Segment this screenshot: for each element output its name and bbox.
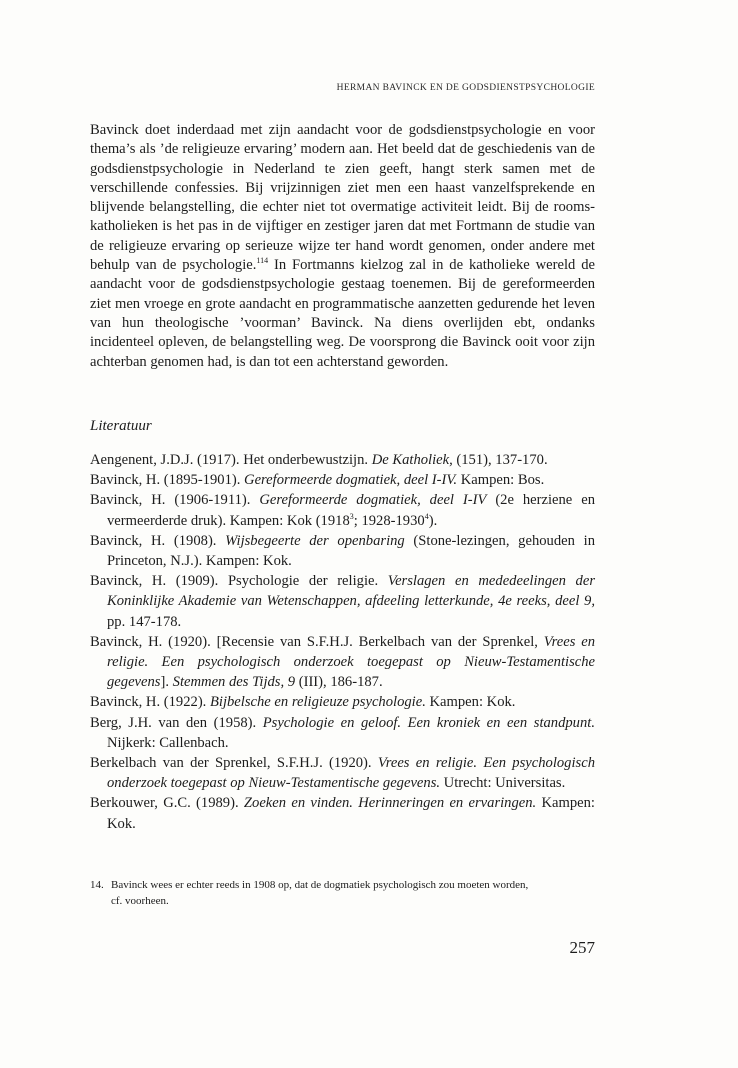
footnote-reference-marker: 114 — [256, 256, 269, 266]
footnote-continuation: cf. voorheen. — [111, 895, 169, 907]
section-title-literatuur: Literatuur — [90, 418, 152, 434]
paragraph-text-part-2: In Fortmanns kielzog zal in de katholieke wereld de aandacht voor de godsdienstpsychologie gestaag toenemen. Bij de gereformeerden ziet men vroege en grote aandacht en programmatische aanzetten gedurende het leven van hun theologische ’voorman’ Bavinck. Na diens overlijden ebt, ondanks incidenteel opleven, de belangstelling weg. De voorsprong die Bavinck ooit voor zijn achterban genomen had, is dan tot een achterstand geworden. — [90, 257, 595, 370]
body-paragraph — [90, 121, 595, 372]
reference-entry: Bavinck, H. (1909). Psychologie der religie. Verslagen en mededeelingen der Koninklijke Akademie van Wetenschappen, afdeeling letterkunde, 4e reeks, deel 9, pp. 147-178. — [90, 573, 596, 630]
footnote-number: 14. — [90, 879, 104, 891]
reference-entry: Berg, J.H. van den (1958). Psychologie en geloof. Een kroniek en een standpunt. Nijkerk: Callenbach. — [90, 714, 595, 751]
running-head: HERMAN BAVINCK EN DE GODSDIENSTPSYCHOLOGIE — [336, 83, 595, 93]
reference-entry: Berkelbach van der Sprenkel, S.F.H.J. (1920). Vrees en religie. Een psychologisch onderzoek toegepast op Nieuw-Testamentische gegevens. Utrecht: Universitas. — [90, 755, 595, 792]
footnote-text: Bavinck wees er echter reeds in 1908 op, dat de dogmatiek psychologisch zou moeten worden, — [111, 879, 529, 891]
reference-entry: Bavinck, H. (1920). [Recensie van S.F.H.J. Berkelbach van der Sprenkel, Vrees en religie. Een psychologisch onderzoek toegepast op Nieuw-Testamentische gegevens]. Stemmen des Tijds, 9 (III), 186-187. — [90, 633, 595, 691]
reference-entry: Bavinck, H. (1895-1901). Gereformeerde dogmatiek, deel I-IV. Kampen: Bos. — [90, 472, 545, 489]
footnote-line — [90, 877, 595, 893]
page-number: 257 — [569, 938, 595, 957]
footnote — [90, 877, 595, 909]
reference-entry: Bavinck, H. (1906-1911). Gereformeerde dogmatiek, deel I-IV (2e herziene en vermeerderde druk). Kampen: Kok (1918$^3$; 1928-1930$^4$). — [90, 492, 595, 529]
reference-entry: Berkouwer, G.C. (1989). Zoeken en vinden. Herinneringen en ervaringen. Kampen: Kok. — [90, 795, 595, 832]
reference-entry: Bavinck, H. (1908). Wijsbegeerte der openbaring (Stone-lezingen, gehouden in Princeton, N.J.). Kampen: Kok. — [90, 532, 595, 570]
reference-entry: Aengenent, J.D.J. (1917). Het onderbewustzijn. De Katholiek, (151), 137-170. — [90, 452, 548, 468]
reference-list — [90, 450, 595, 834]
paragraph-text-part-1: Bavinck doet inderdaad met zijn aandacht voor de godsdienstpsychologie en voor thema’s als ’de religieuze ervaring’ modern aan. Het beeld dat de geschiedenis van de godsdienstpsychologie in Nederland te zien geeft, hangt sterk samen met de verschillende confessies. Bij vrijzinnigen ziet men een haast vanzelfsprekende en blijvende belangstelling, die echter niet tot overmatige activiteit leidt. Bij de rooms-katholieken is het pas in de vijftiger en zestiger jaren dat met Fortmann de studie van de religieuze ervaring op serieuze wijze ter hand wordt genomen, onder andere met behulp van de psychologie. — [90, 122, 595, 274]
reference-entry: Bavinck, H. (1922). Bijbelsche en religieuze psychologie. Kampen: Kok. — [90, 694, 516, 711]
